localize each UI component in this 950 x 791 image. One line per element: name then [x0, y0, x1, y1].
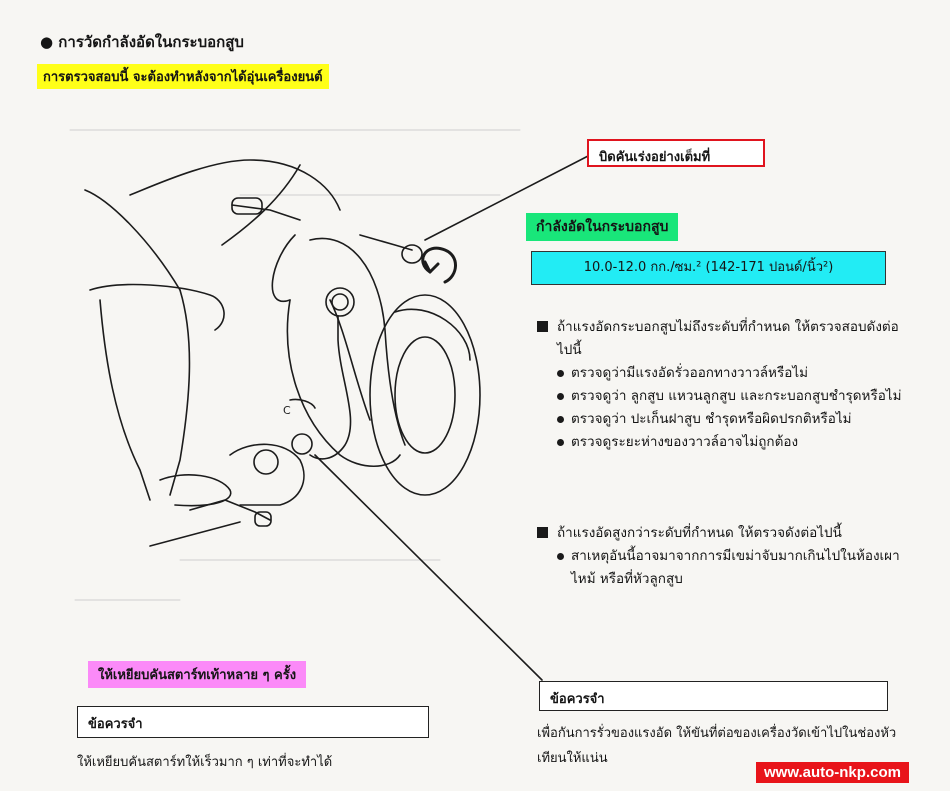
compression-heading: กำลังอัดในกระบอกสูบ: [526, 213, 678, 241]
memo-text-left: ให้เหยียบคันสตาร์ทให้เร็วมาก ๆ เท่าที่จะทำได้: [77, 755, 333, 770]
bullet-icon: [557, 416, 564, 423]
list-item: ตรวจดูระยะห่างของวาวล์อาจไม่ถูกต้อง: [557, 431, 907, 454]
memo-title: ข้อควรจำ: [550, 692, 605, 707]
bullet-icon: [557, 553, 564, 560]
bullet-icon: [557, 370, 564, 377]
watermark: www.auto-nkp.com: [756, 762, 909, 783]
bullet-icon: [557, 393, 564, 400]
square-bullet-icon: [537, 321, 548, 332]
low-compression-section: [537, 316, 907, 454]
memo-title: ข้อควรจำ: [88, 717, 143, 732]
memo-box-left: [77, 706, 429, 738]
warmup-note: การตรวจสอบนี้ จะต้องทำหลังจากได้อุ่นเครื่องยนต์: [37, 64, 329, 89]
list-item: ตรวจดูว่ามีแรงอัดรั่วออกทางวาวล์หรือไม่: [557, 362, 907, 385]
gauge-leader-line: [315, 455, 542, 680]
memo-box-right: [539, 681, 888, 711]
list-item: ตรวจดูว่า ลูกสูบ แหวนลูกสูบ และกระบอกสูบชำรุดหรือไม่: [557, 385, 907, 408]
memo-text-right: เพื่อกันการรั่วของแรงอัด ให้ขันที่ต่อของเครื่องวัดเข้าไปในช่องหัวเทียนให้แน่น: [537, 726, 897, 766]
high-compression-section: [537, 522, 907, 591]
high-compression-heading: ถ้าแรงอัดสูงกว่าระดับที่กำหนด ให้ตรวจดังต่อไปนี้: [537, 522, 907, 545]
list-item: ตรวจดูว่า ปะเก็นฝาสูบ ชำรุดหรือผิดปรกติหรือไม่: [557, 408, 907, 431]
square-bullet-icon: [537, 527, 548, 538]
kick-leader-line: [150, 522, 240, 546]
page-title: ● การวัดกำลังอัดในกระบอกสูบ: [40, 33, 244, 51]
throttle-callout: บิดคันเร่งอย่างเต็มที่: [587, 139, 765, 167]
list-item: สาเหตุอันนี้อาจมาจากการมีเขม่าจับมากเกินไปในห้องเผาไหม้ หรือที่หัวลูกสูบ: [557, 545, 907, 591]
compression-spec: 10.0-12.0 กก./ซม.² (142-171 ปอนด์/นิ้ว²): [531, 251, 886, 285]
svg-text:C: C: [283, 404, 291, 417]
low-compression-heading: ถ้าแรงอัดกระบอกสูบไม่ถึงระดับที่กำหนด ให้ตรวจสอบดังต่อไปนี้: [537, 316, 907, 362]
kick-start-note: ให้เหยียบคันสตาร์ทเท้าหลาย ๆ ครั้ง: [88, 661, 306, 688]
bullet-icon: [557, 439, 564, 446]
